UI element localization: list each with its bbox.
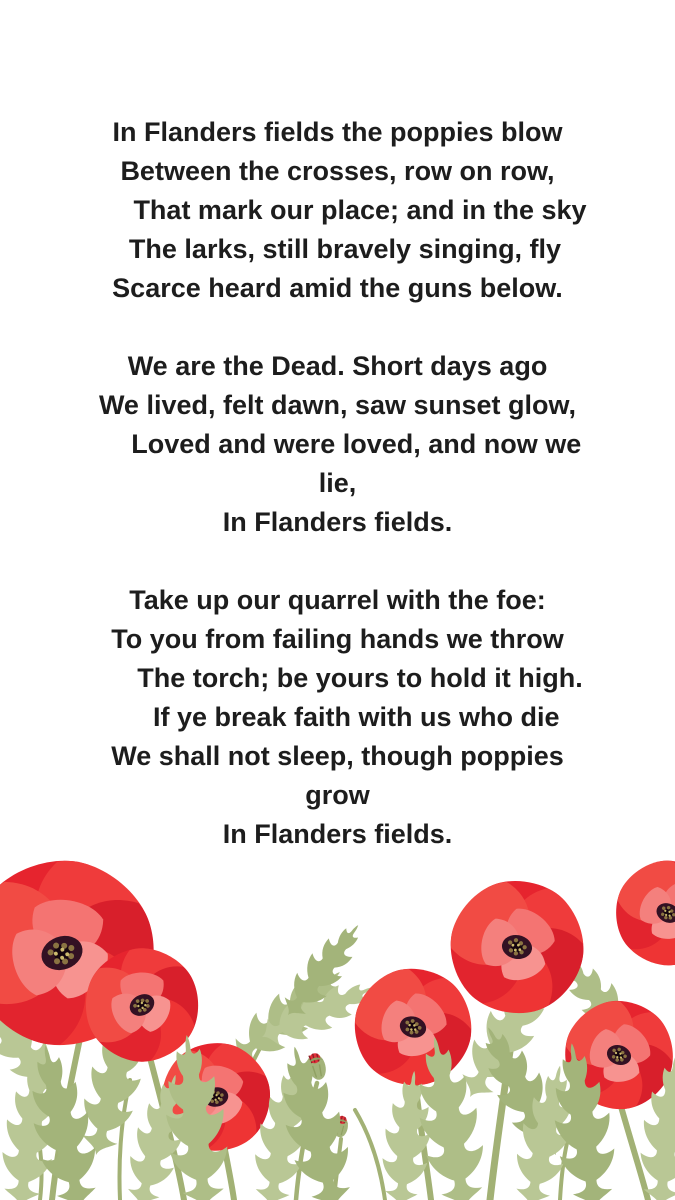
stanza-1 xyxy=(0,113,675,308)
poem-line: lie, xyxy=(318,468,357,498)
stanza-3 xyxy=(0,581,675,854)
poppies-illustration xyxy=(0,855,675,1200)
poem-line: Take up our quarrel with the foe: xyxy=(129,585,546,615)
poem-line: If ye break faith with us who die xyxy=(115,702,560,732)
poem-line: In Flanders fields the poppies blow xyxy=(112,117,563,147)
stanza-2 xyxy=(0,347,675,542)
poem-line: Loved and were loved, and now we xyxy=(93,429,582,459)
poem-line: We are the Dead. Short days ago xyxy=(127,351,548,381)
poem-line: We shall not sleep, though poppies xyxy=(111,741,564,771)
poem-line: In Flanders fields. xyxy=(222,819,453,849)
poem-line: We lived, felt dawn, saw sunset glow, xyxy=(98,390,577,420)
poem-line: grow xyxy=(305,780,370,810)
poem-line: Between the crosses, row on row, xyxy=(120,156,555,186)
poem-line: The larks, still bravely singing, fly xyxy=(113,234,562,264)
poem-line: In Flanders fields. xyxy=(222,507,453,537)
poem-line: The torch; be yours to hold it high. xyxy=(92,663,583,693)
poem-line: To you from failing hands we throw xyxy=(111,624,564,654)
poem-line: That mark our place; and in the sky xyxy=(88,195,587,225)
poem-line: Scarce heard amid the guns below. xyxy=(112,273,563,303)
